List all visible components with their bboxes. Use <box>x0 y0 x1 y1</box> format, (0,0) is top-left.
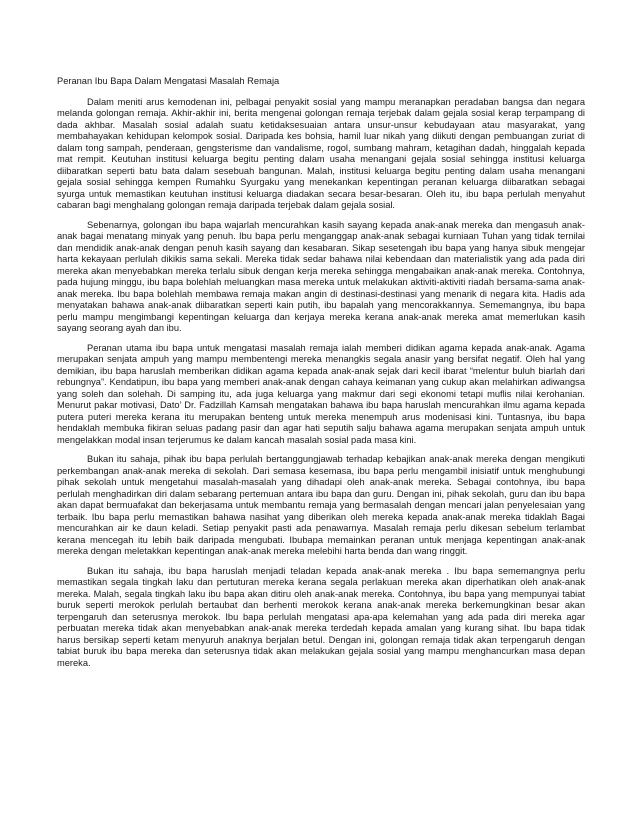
paragraph-3: Peranan utama ibu bapa untuk mengatasi masalah remaja ialah memberi didikan agama kepada anak-anak. Agama merupakan senjata ampuh yang mampu membentengi mereka menangkis segala anasir yang bersifat negatif. Oleh hal yang demikian, ibu bapa haruslah memberikan didikan agama kepada anak-anak sejak dari kecil ibarat “melentur buluh biarlah dari rebungnya”. Kendatipun, ibu bapa yang memberi anak-anak dengan cahaya keimanan yang cukup akan melahirkan adiwangsa yang soleh dan solehah. Di samping itu, ada juga keluarga yang makmur dari segi ekonomi tetapi muflis nilai kerohanian. Menurut pakar motivasi, Dato’ Dr. Fadzillah Kamsah mengatakan bahawa ibu bapa haruslah mencurahkan ilmu agama kepada putera puteri mereka kerana itu merupakan benteng untuk mereka menempuh arus modenisasi kini. Tuntasnya, ibu bapa hendaklah membuka fikiran seluas padang pasir dan agar hati seputih salju bahawa agama merupakan senjata ampuh untuk mengelakkan modal insan terjerumus ke dalam kancah masalah sosial pada masa kini. <box>57 342 585 445</box>
document-page <box>57 76 585 677</box>
document-title: Peranan Ibu Bapa Dalam Mengatasi Masalah Remaja <box>57 76 280 86</box>
paragraph-5: Bukan itu sahaja, ibu bapa haruslah menjadi teladan kepada anak-anak mereka . Ibu bapa sememangnya perlu memastikan segala tingkah laku dan pertuturan mereka kerana segala perlakuan mereka akan diperhatikan oleh anak-anak mereka. Malah, segala tingkah laku ibu bapa akan ditiru oleh anak-anak mereka. Contohnya, ibu bapa yang mempunyai tabiat buruk seperti merokok perlulah bertaubat dan berhenti merokok kerana anak-anak mereka berkemungkinan besar akan terpengaruh dan seterusnya merokok. Ibu bapa perlulah mengatasi apa-apa kelemahan yang ada pada diri mereka agar perbuatan mereka tidak akan menyebabkan anak-anak mereka terdedah kepada amalan yang kurang sihat. Ibu bapa tidak harus bersikap seperti ketam menyuruh anaknya berjalan betul. Dengan ini, golongan remaja tidak akan terpengaruh dengan tabiat buruk ibu bapa mereka dan seterusnya tidak akan melakukan gejala sosial yang mampu menghancurkan masa depan mereka. <box>57 565 585 668</box>
paragraph-4: Bukan itu sahaja, pihak ibu bapa perlulah bertanggungjawab terhadap kebajikan anak-anak mereka dengan mengikuti perkembangan anak-anak mereka di sekolah. Dari semasa kesemasa, ibu bapa perlu mengambil inisiatif untuk menghubungi pihak sekolah untuk mengetahui masalah-masalah yang dihadapi oleh anak-anak mereka. Sebagai contohnya, ibu bapa perlulah menghadirkan diri dalam sebarang pertemuan antara ibu bapa dan guru. Dengan ini, pihak sekolah, guru dan ibu bapa akan dapat bermuafakat dan bekerjasama untuk membantu remaja yang bermasalah dengan mencari jalan penyelesaian yang terbaik. Ibu bapa perlu memastikan bahawa nasihat yang diberikan oleh mereka kepada anak-anak mereka tidaklah Bagai mencurahkan air ke daun keladi. Setiap penyakit pasti ada penawarnya. Masalah remaja perlu dikesan sebelum terlambat kerana mencegah itu lebih baik daripada mengubati. Ibubapa memainkan peranan untuk menjaga kepentingan anak-anak mereka dengan meletakkan kepentingan anak-anak mereka melebihi harta benda dan wang ringgit. <box>57 454 585 556</box>
paragraph-2: Sebenarnya, golongan ibu bapa wajarlah mencurahkan kasih sayang kepada anak-anak mereka dan mengasuh anak-anak bagai menatang minyak yang penuh. Ibu bapa perlu menganggap anak-anak sebagai kurniaan Tuhan yang tidak ternilai dan mendidik anak-anak dengan penuh kasih sayang dan kesabaran. Sikap sesetengah ibu bapa yang hanya sibuk mengejar harta kekayaan perlulah dikikis sama sekali. Mereka tidak sedar bahawa nilai kebendaan dan materialistik yang ada pada diri mereka akan menyebabkan mereka terlalu sibuk dengan kerja mereka sehingga mengabaikan anak-anak mereka. Contohnya, pada hujung minggu, ibu bapa bolehlah meluangkan masa mereka untuk melakukan aktiviti-aktiviti riadah bersama-sama anak-anak mereka. Ibu bapa bolehlah membawa remaja makan angin di destinasi-destinasi yang menarik di negara kita. Hadis ada menyatakan bahawa anak-anak diibaratkan seperti kain putih, ibu bapalah yang mencorakkannya. Sememangnya, ibu bapa perlu mampu mengimbangi kepentingan keluarga dan kerjaya mereka kerana anak-anak mereka amat memerlukan kasih sayang seorang ayah dan ibu. <box>57 219 585 333</box>
paragraph-1: Dalam meniti arus kemodenan ini, pelbagai penyakit sosial yang mampu meranapkan peradaban bangsa dan negara melanda golongan remaja. Akhir-akhir ini, berita mengenai golongan remaja terjebak dalam gejala sosial kerap terpampang di dada akhbar. Masalah sosial adalah suatu ketidaksesuaian antara unsur-unsur kebudayaan atau masyarakat, yang membahayakan kehidupan kelompok sosial. Daripada kes bohsia, hamil luar nikah yang diikuti dengan pembuangan zuriat di dalam tong sampah, penderaan, gengsterisme dan vandalisme, rogol, sumbang mahram, ketagihan dadah, hinggalah kepada mat rempit. Keutuhan institusi keluarga begitu penting dalam usaha menangani gejala sosial sehingga institusi keluarga diibaratkan seperti batu bata dalam sesebuah bangunan. Malah, institusi keluarga begitu penting dalam usaha menangani gejala sosial sehingga kempen Rumahku Syurgaku yang menekankan kepentingan peranan keluarga diibaratkan sebagai syurga untuk memastikan keutuhan institusi keluarga diadakan secara besar-besaran. Oleh itu, ibu bapa perlulah menyahut cabaran bagi menghalang golongan remaja daripada terjebak dalam gejala sosial. <box>57 96 585 210</box>
